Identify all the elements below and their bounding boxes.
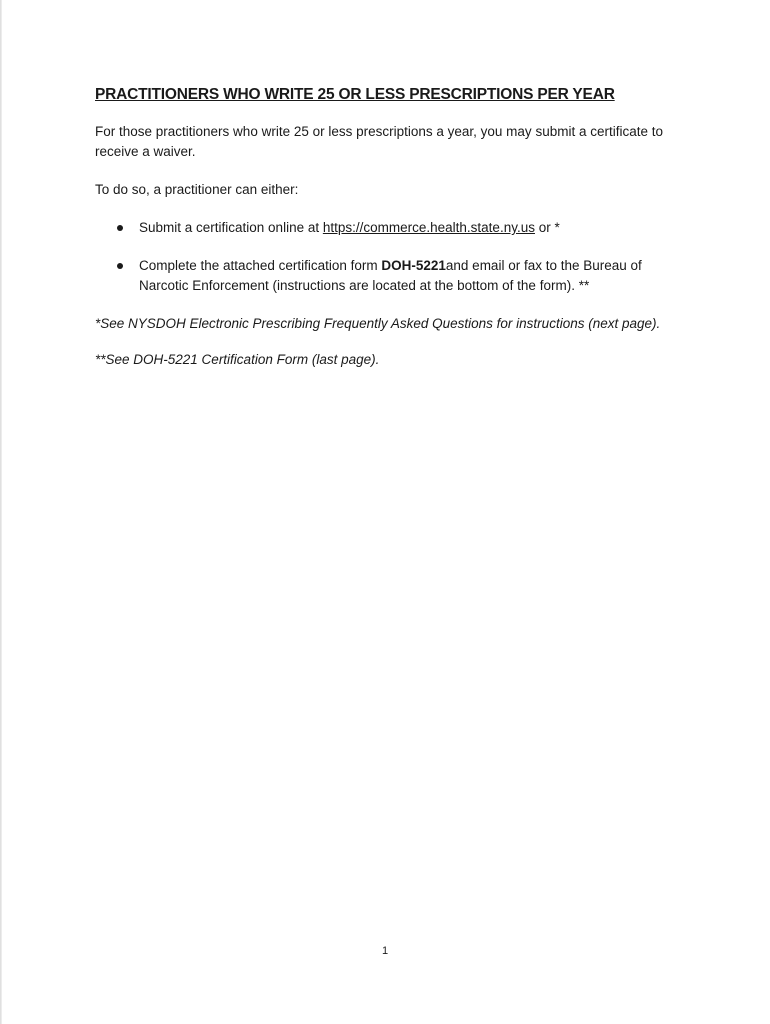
commerce-link[interactable]: https://commerce.health.state.ny.us bbox=[322, 220, 535, 235]
bullet-text-after: or * bbox=[534, 220, 560, 235]
bullet-text-before: Complete the attached certification form bbox=[139, 258, 382, 273]
lead-paragraph: To do so, a practitioner can either: bbox=[95, 182, 299, 197]
footnote-faq: *See NYSDOH Electronic Prescribing Frequently Asked Questions for instructions (next page). bbox=[95, 316, 661, 331]
page-edge bbox=[0, 0, 2, 1024]
list-item-form-certification bbox=[95, 256, 695, 296]
bullet-icon bbox=[117, 225, 123, 231]
intro-paragraph: For those practitioners who write 25 or less prescriptions a year, you may submit a certificate to receive a waiver. bbox=[95, 124, 663, 159]
document-title: PRACTITIONERS WHO WRITE 25 OR LESS PRESCRIPTIONS PER YEAR bbox=[95, 86, 615, 103]
form-id: DOH-5221 bbox=[381, 258, 446, 273]
bullet-icon bbox=[117, 263, 123, 269]
list-item-online-certification bbox=[95, 218, 695, 238]
bullet-text-before: Submit a certification online at bbox=[139, 220, 323, 235]
document-body bbox=[95, 84, 695, 370]
page-number: 1 bbox=[381, 945, 389, 957]
footnote-form: **See DOH-5221 Certification Form (last page). bbox=[95, 352, 380, 367]
options-list bbox=[95, 218, 695, 296]
bullet-text-after: and email or fax to the Bureau of Narcotic Enforcement (instructions are located at the bottom of the form). ** bbox=[139, 258, 642, 293]
